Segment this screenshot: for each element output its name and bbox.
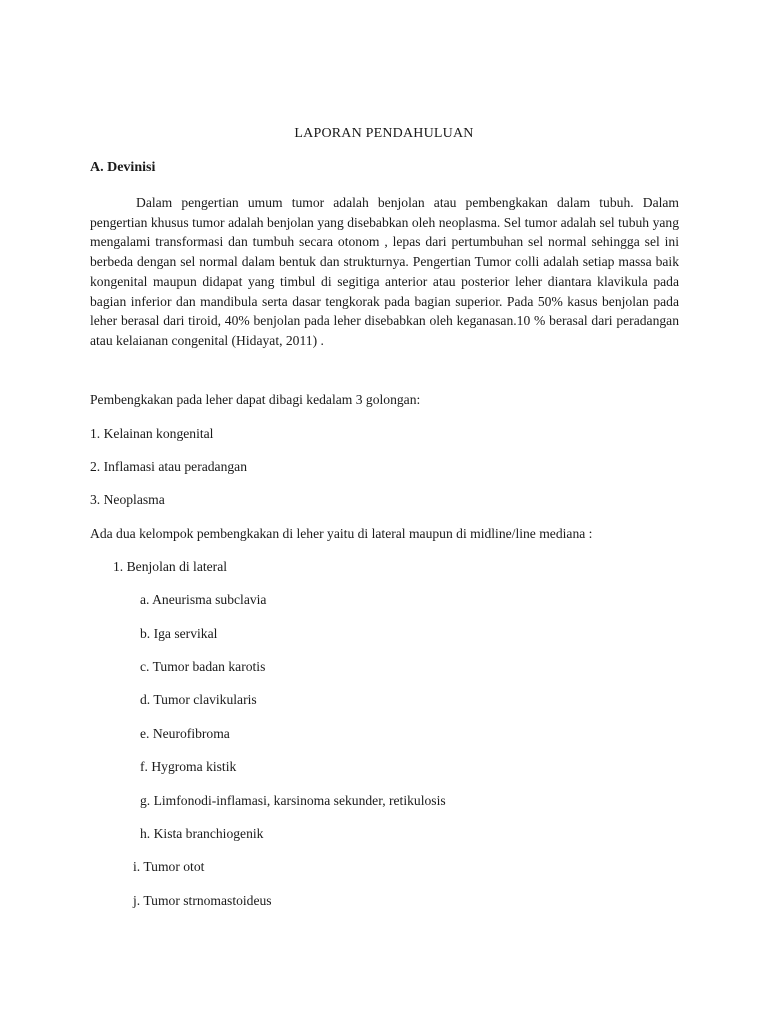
groups-intro: Ada dua kelompok pembengkakan di leher yaitu di lateral maupun di midline/line mediana : xyxy=(90,526,593,541)
document-title: LAPORAN PENDAHULUAN xyxy=(294,126,474,141)
lateral-item: d. Tumor clavikularis xyxy=(140,692,257,707)
lateral-item: g. Limfonodi-inflamasi, karsinoma sekunder, retikulosis xyxy=(140,793,446,808)
group-label: 1. Benjolan di lateral xyxy=(113,559,228,574)
class-item: 2. Inflamasi atau peradangan xyxy=(90,459,248,474)
class-item: 3. Neoplasma xyxy=(90,492,165,507)
classification-intro: Pembengkakan pada leher dapat dibagi kedalam 3 golongan: xyxy=(90,392,421,407)
lateral-item: i. Tumor otot xyxy=(133,859,205,874)
lateral-item: f. Hygroma kistik xyxy=(140,759,237,774)
lateral-item: j. Tumor strnomastoideus xyxy=(133,893,272,908)
lateral-item: c. Tumor badan karotis xyxy=(140,659,266,674)
lateral-item: e. Neurofibroma xyxy=(140,726,230,741)
class-item: 1. Kelainan kongenital xyxy=(90,426,214,441)
lateral-item: b. Iga servikal xyxy=(140,626,218,641)
lateral-item: h. Kista branchiogenik xyxy=(140,826,264,841)
lateral-item: a. Aneurisma subclavia xyxy=(140,592,267,607)
definition-paragraph: Dalam pengertian umum tumor adalah benjolan atau pembengkakan dalam tubuh. Dalam pengertian khusus tumor adalah benjolan yang disebabkan oleh neoplasma. Sel tumor adalah sel tubuh yang mengalami transformasi dan tumbuh secara otonom , lepas dari pertumbuhan sel normal sehingga sel ini berbeda dengan sel normal dalam bentuk dan strukturnya. Pengertian Tumor colli adalah setiap massa baik kongenital maupun didapat yang timbul di segitiga anterior atau posterior leher diantara klavikula pada bagian inferior dan mandibula serta dasar tengkorak pada bagian superior. Pada 50% kasus benjolan pada leher berasal dari tiroid, 40% benjolan pada leher disebabkan oleh keganasan.10 % berasal dari peradangan atau kelaianan congenital (Hidayat, 2011) . xyxy=(90,195,679,348)
section-heading: A. Devinisi xyxy=(90,160,156,175)
